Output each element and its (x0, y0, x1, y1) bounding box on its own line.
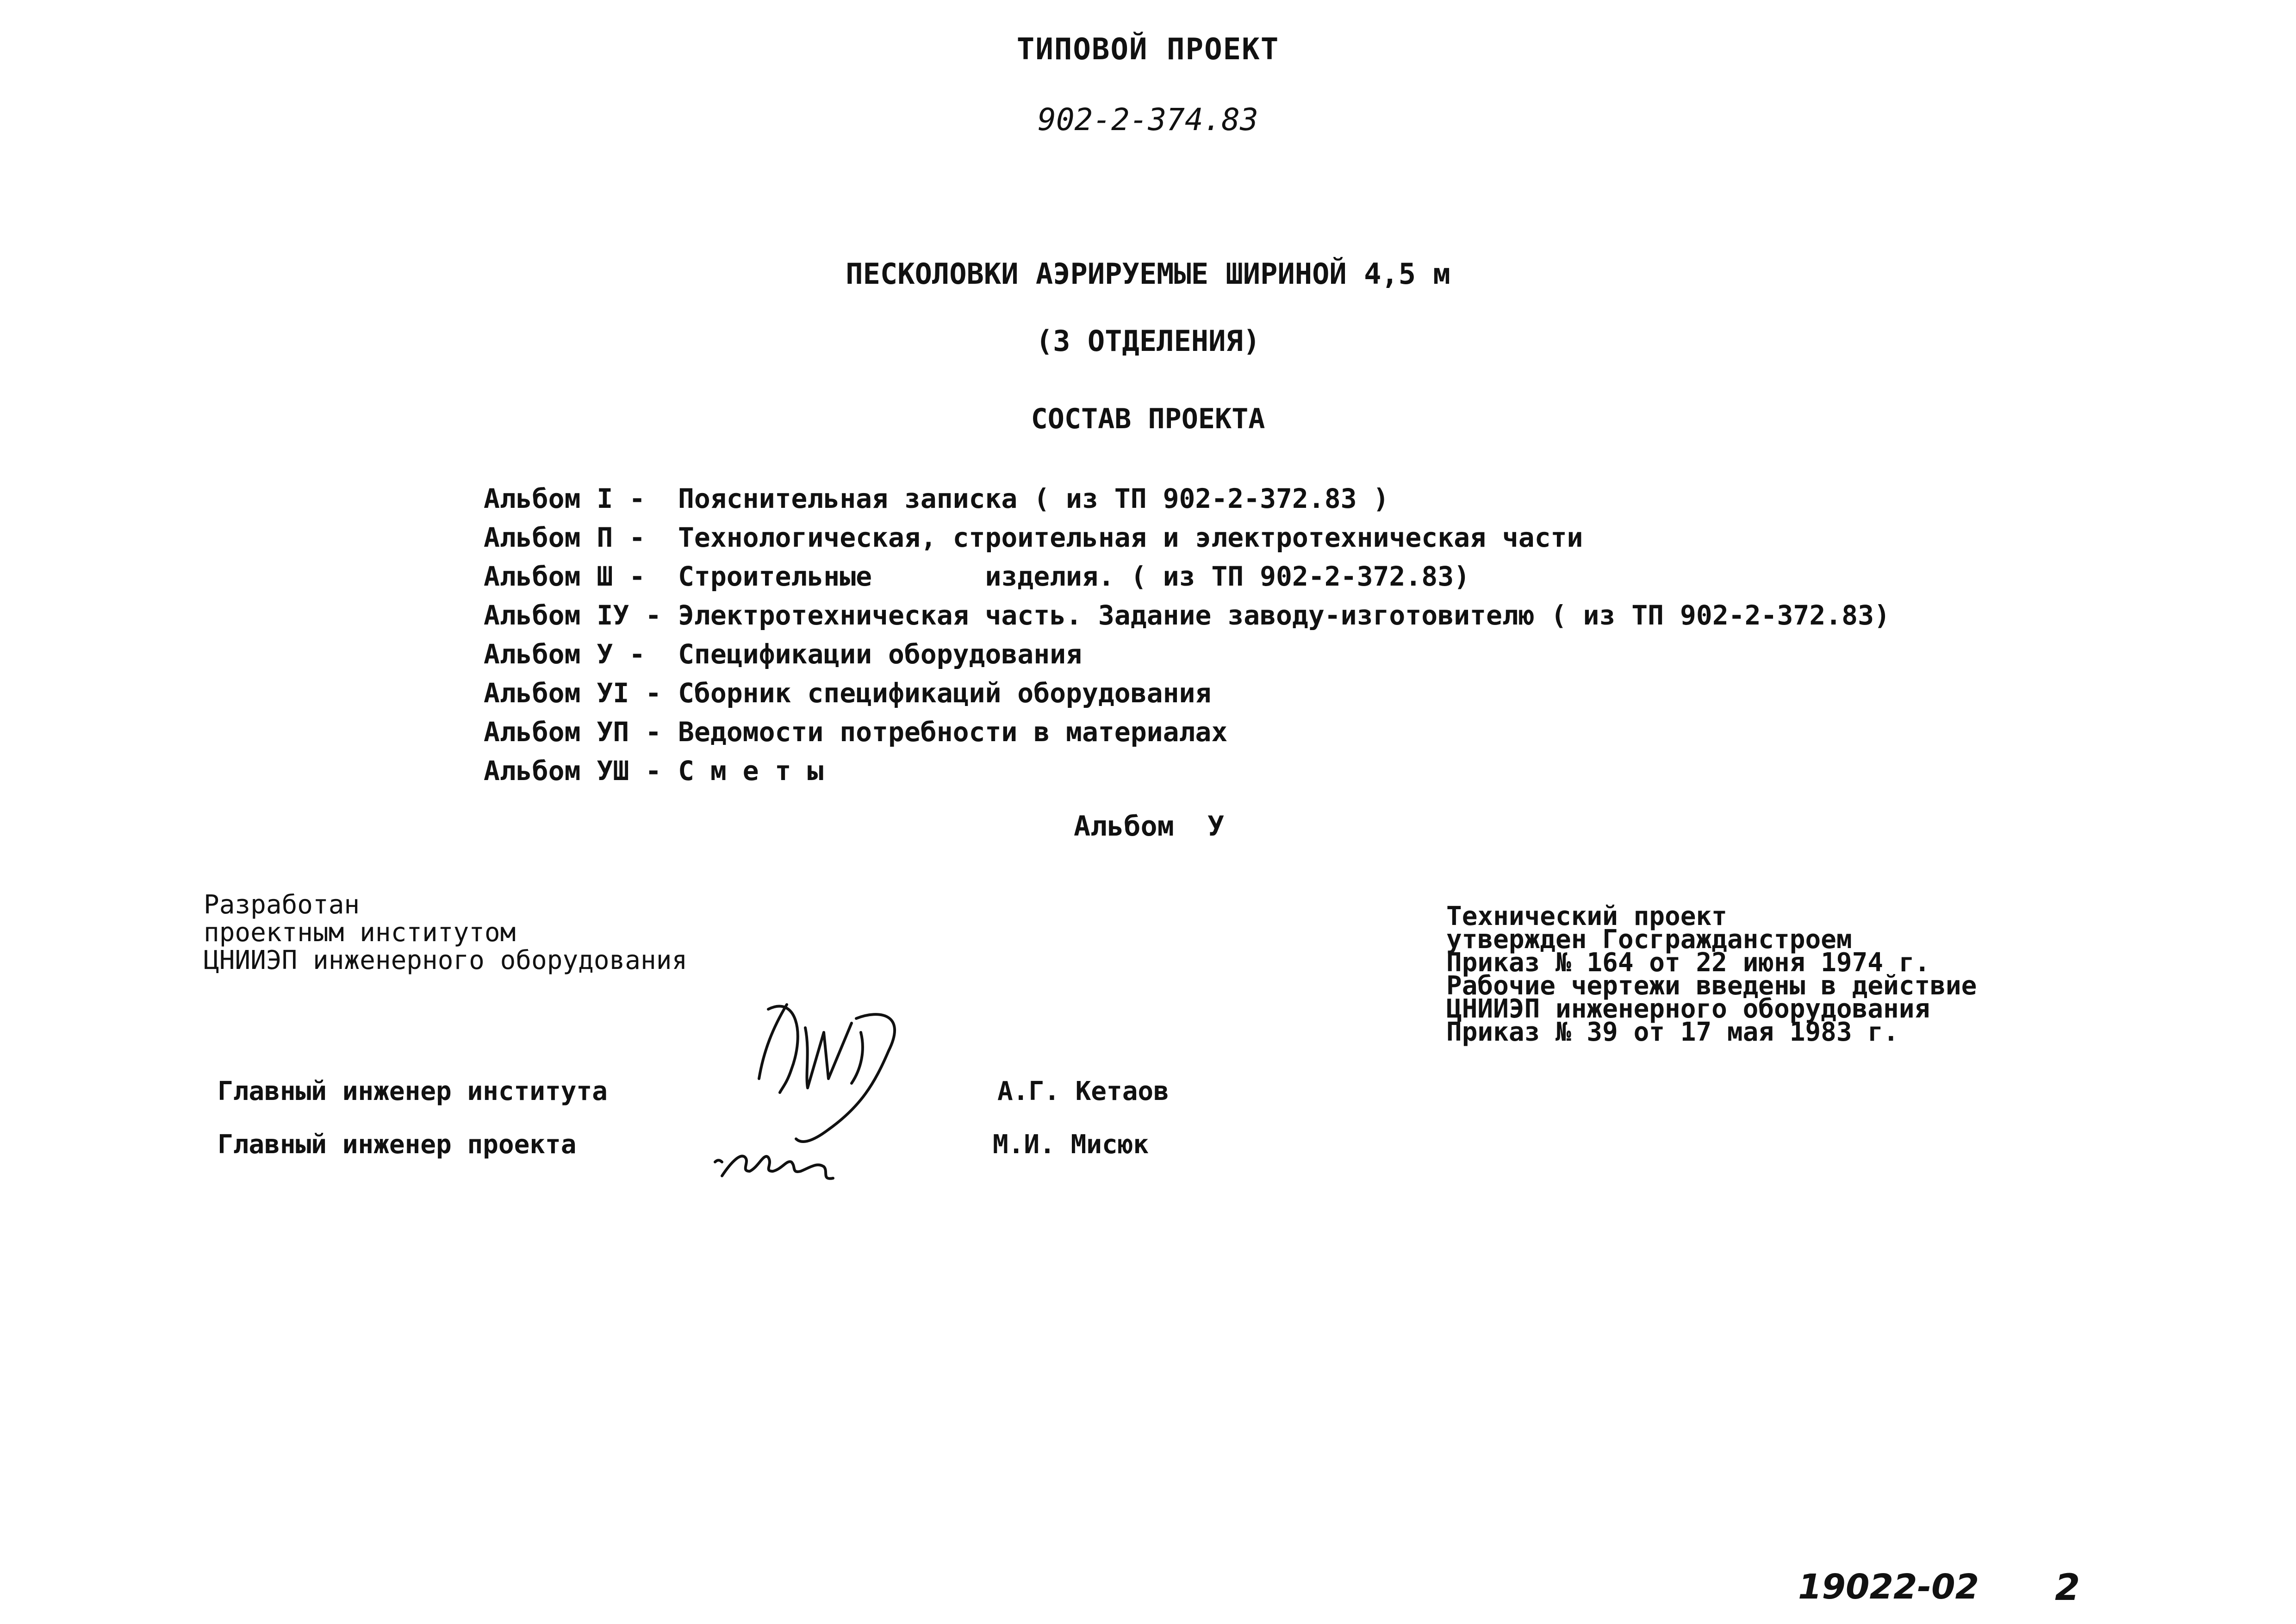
album-number: Альбом УП - (484, 716, 662, 748)
album-number: Альбом П - (484, 522, 646, 553)
signature-flourish (715, 1160, 722, 1162)
developer-line: проектным институтом (204, 918, 516, 948)
developer-line: ЦНИИЭП инженерного оборудования (204, 945, 688, 975)
album-description: Электротехническая часть. Задание заводу-изготовителю ( из ТП 902-2-372.83) (678, 600, 1890, 631)
approval-line: ЦНИИЭП инженерного оборудования (1446, 994, 1930, 1024)
album-row (484, 712, 1890, 751)
approval-line: Технический проект (1446, 901, 1727, 931)
archive-number: 19022-02 (1798, 1567, 1979, 1607)
approval-block (1446, 901, 1977, 1047)
album-row (484, 518, 1890, 557)
album-number: Альбом IУ - (484, 600, 662, 631)
handwritten-signatures (713, 977, 1018, 1185)
album-number: Альбом I - (484, 483, 646, 514)
album-number: Альбом УI - (484, 677, 662, 709)
project-number: 902-2-374.83 (1038, 102, 1258, 137)
album-description: Сборник спецификаций оборудования (678, 677, 1212, 709)
approval-line: Рабочие чертежи введены в действие (1446, 971, 1977, 1001)
album-list (484, 479, 1890, 790)
composition-heading: СОСТАВ ПРОЕКТА (1031, 403, 1265, 435)
album-row (484, 596, 1890, 635)
signatory-role: Главный инженер проекта (218, 1130, 577, 1160)
current-album-label: Альбом У (1074, 810, 1225, 843)
album-row (484, 751, 1890, 790)
signatory-role: Главный инженер института (218, 1076, 608, 1106)
signature-chief-institute (759, 1005, 895, 1142)
signatory-name: А.Г. Кетаов (997, 1076, 1169, 1106)
document-title: ПЕСКОЛОВКИ АЭРИРУЕМЫЕ ШИРИНОЙ 4,5 м (846, 257, 1450, 291)
album-row (484, 479, 1890, 518)
approval-line: утвержден Госгражданстроем (1446, 924, 1852, 955)
album-row (484, 674, 1890, 712)
album-description: Спецификации оборудования (678, 638, 1082, 670)
album-description: Строительные изделия. ( из ТП 902-2-372.83) (678, 561, 1470, 592)
approval-line: Приказ № 39 от 17 мая 1983 г. (1446, 1017, 1899, 1047)
album-number: Альбом Ш - (484, 561, 646, 592)
album-description: Технологическая, строительная и электротехническая части (678, 522, 1583, 553)
album-number: Альбом У - (484, 638, 646, 670)
doc-type-title: ТИПОВОЙ ПРОЕКТ (1016, 32, 1280, 67)
album-row (484, 635, 1890, 674)
developer-line: Разработан (204, 890, 360, 920)
signatory-name: М.И. Мисюк (993, 1130, 1149, 1160)
signature-chief-project (722, 1156, 833, 1178)
album-description: Ведомости потребности в материалах (678, 716, 1228, 748)
album-number: Альбом УШ - (484, 755, 662, 787)
album-description: Пояснительная записка ( из ТП 902-2-372.83 ) (678, 483, 1389, 514)
album-row (484, 557, 1890, 596)
album-description: С м е т ы (678, 755, 824, 787)
document-subtitle: (3 ОТДЕЛЕНИЯ) (1035, 324, 1261, 358)
approval-line: Приказ № 164 от 22 июня 1974 г. (1446, 948, 1930, 978)
page-number: 2 (2055, 1567, 2080, 1609)
developer-block (204, 891, 687, 974)
